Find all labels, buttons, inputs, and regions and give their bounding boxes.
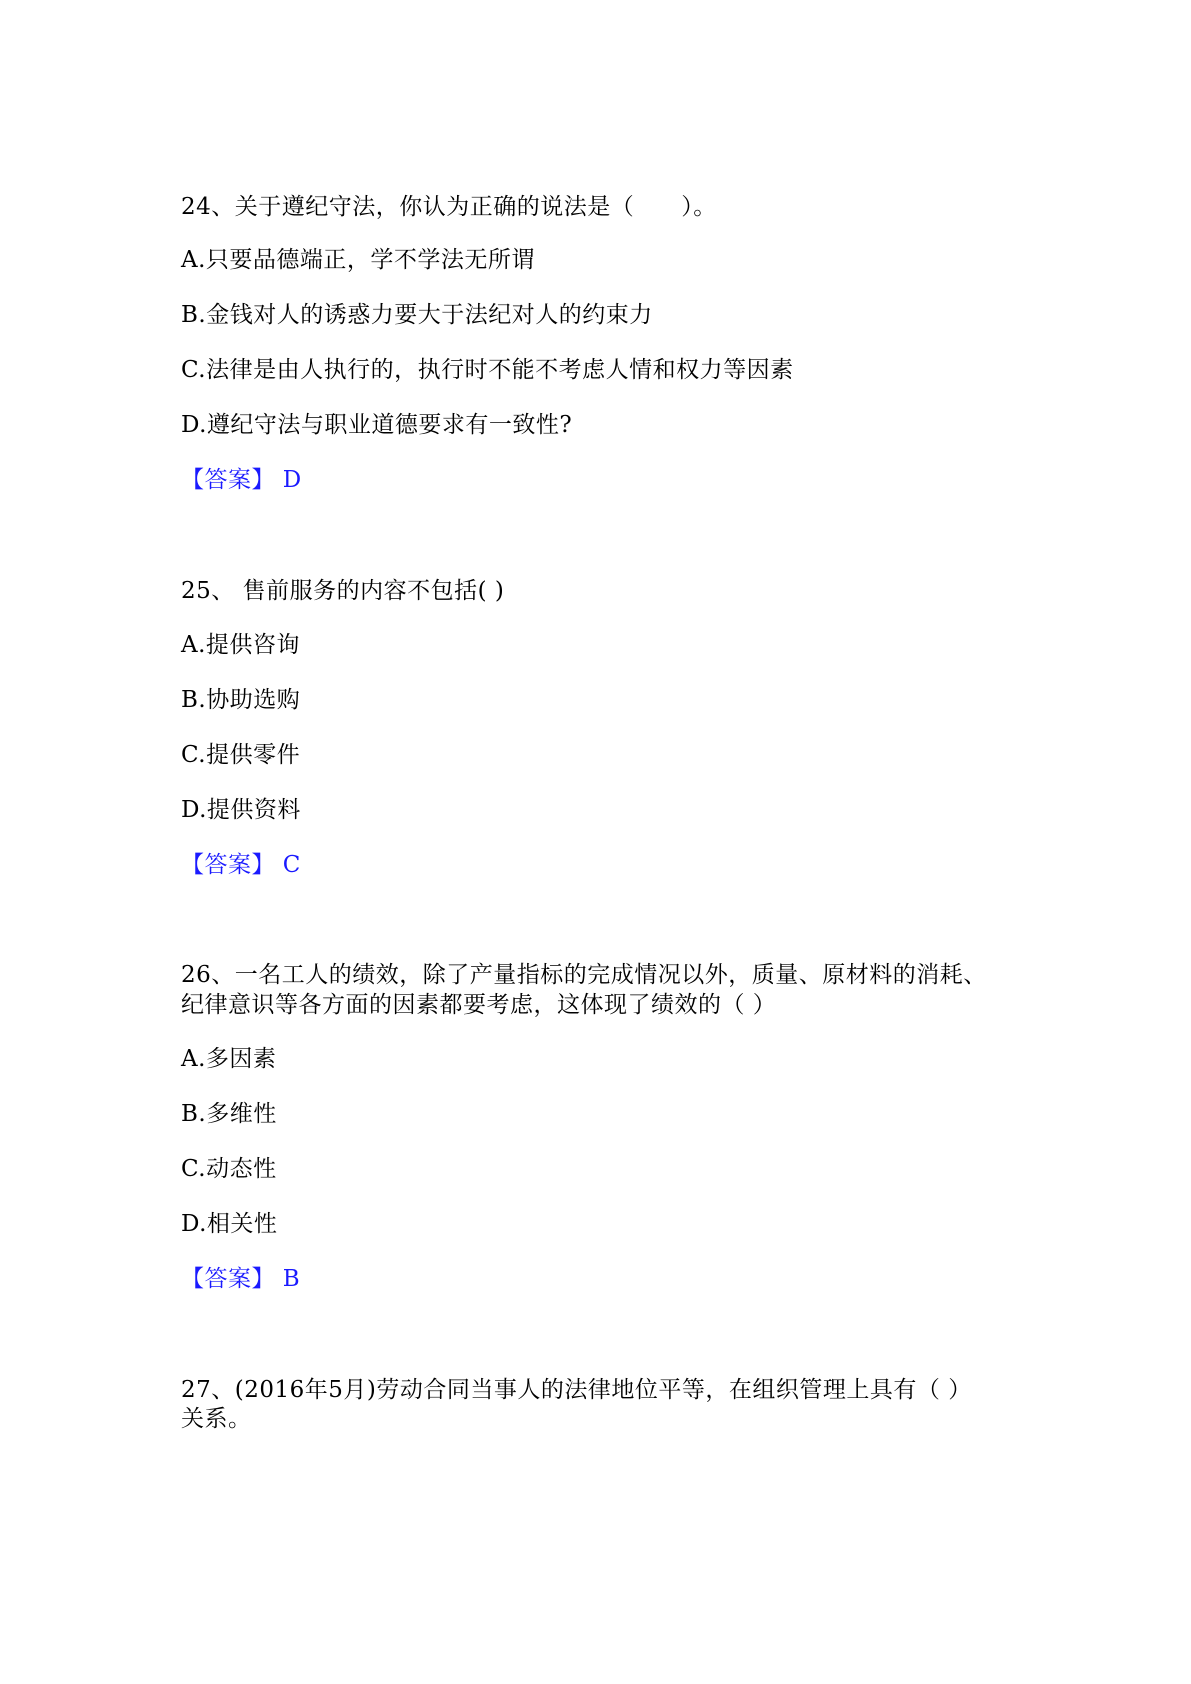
question-25-answer: 【答案】 C: [181, 852, 301, 878]
question-25-option-c: C.提供零件: [181, 742, 301, 768]
question-24-option-d: D.遵纪守法与职业道德要求有一致性?: [181, 412, 573, 438]
question-24-option-a: A.只要品德端正，学不学法无所谓: [181, 247, 535, 273]
question-27-stem-line-2: 关系。: [181, 1406, 252, 1432]
question-26-answer: 【答案】 B: [181, 1266, 301, 1292]
question-25-option-d: D.提供资料: [181, 797, 301, 823]
question-24-option-b: B.金钱对人的诱惑力要大于法纪对人的约束力: [181, 302, 653, 328]
question-24-option-c: C.法律是由人执行的，执行时不能不考虑人情和权力等因素: [181, 357, 794, 383]
question-26-option-c: C.动态性: [181, 1156, 277, 1182]
question-26-stem-line-2: 纪律意识等各方面的因素都要考虑，这体现了绩效的（ ）: [181, 992, 777, 1018]
question-24-stem: 24、关于遵纪守法，你认为正确的说法是（ ）。: [181, 194, 717, 220]
question-27-stem-line-1: 27、(2016年5月)劳动合同当事人的法律地位平等，在组织管理上具有（ ）: [181, 1377, 972, 1403]
question-26-option-d: D.相关性: [181, 1211, 278, 1237]
question-26-option-b: B.多维性: [181, 1101, 277, 1127]
question-24-answer: 【答案】 D: [181, 467, 302, 493]
question-25-stem: 25、 售前服务的内容不包括( ): [181, 578, 505, 604]
question-26-stem-line-1: 26、一名工人的绩效，除了产量指标的完成情况以外，质量、原材料的消耗、: [181, 962, 987, 988]
question-25-option-b: B.协助选购: [181, 687, 301, 713]
question-25-option-a: A.提供咨询: [181, 632, 300, 658]
question-26-option-a: A.多因素: [181, 1046, 277, 1072]
